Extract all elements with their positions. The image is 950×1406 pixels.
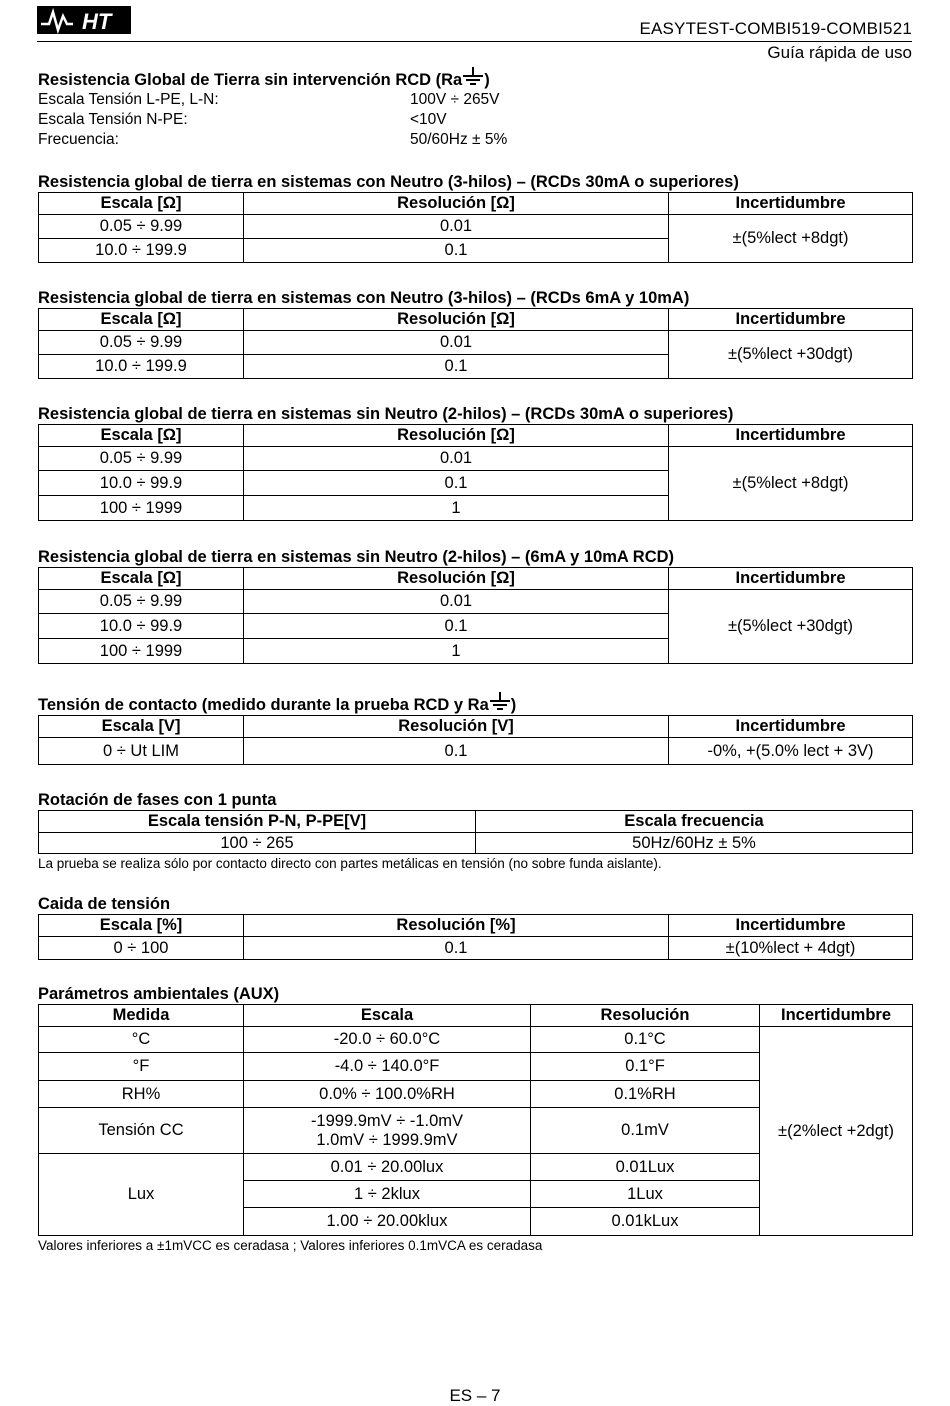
column-header: Escala tensión P-N, P-PE[V] bbox=[39, 811, 476, 833]
table-cell: 0.1 bbox=[244, 738, 669, 765]
table-cell: 1 bbox=[244, 639, 669, 664]
contact-voltage-section bbox=[38, 692, 913, 765]
column-header: Escala bbox=[244, 1005, 531, 1027]
table-cell: 0.1°F bbox=[531, 1053, 760, 1081]
phase-rotation-section bbox=[38, 790, 913, 872]
resistance-table-section bbox=[38, 172, 913, 263]
table-cell: 1.00 ÷ 20.00klux bbox=[244, 1208, 531, 1236]
table-cell: 0.1 bbox=[244, 471, 669, 496]
table-cell: °C bbox=[39, 1027, 244, 1053]
contact-voltage-table bbox=[38, 715, 913, 765]
resistance-table-section bbox=[38, 404, 913, 521]
ambient-parameters-table bbox=[38, 1004, 913, 1236]
table-cell: 0.01 bbox=[244, 590, 669, 614]
footnote: La prueba se realiza sólo por contacto directo con partes metálicas en tensión (no sobre funda aislante). bbox=[38, 856, 662, 871]
table-cell: -1999.9mV ÷ -1.0mV 1.0mV ÷ 1999.9mV bbox=[244, 1108, 531, 1154]
resistance-table-section bbox=[38, 547, 913, 664]
section-title: Resistencia global de tierra en sistemas sin Neutro (2-hilos) – (6mA y 10mA RCD) bbox=[38, 548, 675, 566]
table-cell: 100 ÷ 265 bbox=[39, 833, 476, 854]
column-header: Incertidumbre bbox=[669, 568, 913, 590]
table-cell: 100 ÷ 1999 bbox=[39, 639, 244, 664]
column-header: Resolución [Ω] bbox=[244, 568, 669, 590]
column-header: Resolución [Ω] bbox=[244, 309, 669, 331]
column-header: Escala [Ω] bbox=[39, 193, 244, 215]
spec-row: Escala Tensión L-PE, L-N: 100V ÷ 265V bbox=[38, 91, 500, 108]
table-cell: 0.1 bbox=[244, 239, 669, 263]
ambient-parameters-section bbox=[38, 984, 913, 1254]
table-cell: 100 ÷ 1999 bbox=[39, 496, 244, 521]
uncertainty-cell: ±(5%lect +8dgt) bbox=[669, 447, 913, 521]
spec-row: Frecuencia: 50/60Hz ± 5% bbox=[38, 131, 508, 148]
table-cell: 0.01kLux bbox=[531, 1208, 760, 1236]
table-cell: 10.0 ÷ 199.9 bbox=[39, 355, 244, 379]
column-header: Incertidumbre bbox=[669, 193, 913, 215]
document-subtitle: Guía rápida de uso bbox=[767, 43, 912, 62]
resistance-table bbox=[38, 308, 913, 379]
table-cell: -4.0 ÷ 140.0°F bbox=[244, 1053, 531, 1081]
table-cell: 0.1mV bbox=[531, 1108, 760, 1154]
spec-row: Escala Tensión N-PE: <10V bbox=[38, 111, 447, 128]
table-cell: 0.1%RH bbox=[531, 1081, 760, 1108]
table-cell: 0.01 bbox=[244, 331, 669, 355]
table-cell: 0 ÷ 100 bbox=[39, 937, 244, 960]
section-title: Rotación de fases con 1 punta bbox=[38, 791, 277, 809]
table-cell: 0.05 ÷ 9.99 bbox=[39, 590, 244, 614]
column-header: Resolución [%] bbox=[244, 915, 669, 937]
table-cell: 0.05 ÷ 9.99 bbox=[39, 215, 244, 239]
page-number: ES – 7 bbox=[449, 1386, 501, 1405]
table-cell: 0.1 bbox=[244, 355, 669, 379]
table-cell: 0.1°C bbox=[531, 1027, 760, 1053]
header-divider bbox=[37, 41, 912, 42]
logo-text: HT bbox=[82, 9, 112, 34]
section-title: Caida de tensión bbox=[38, 895, 171, 913]
column-header: Incertidumbre bbox=[669, 425, 913, 447]
table-cell: 0.01 ÷ 20.00lux bbox=[244, 1154, 531, 1181]
column-header: Resolución bbox=[531, 1005, 760, 1027]
global-resistance-section bbox=[38, 67, 913, 150]
table-cell: 1Lux bbox=[531, 1181, 760, 1208]
table-cell: 0.05 ÷ 9.99 bbox=[39, 331, 244, 355]
table-cell: 10.0 ÷ 99.9 bbox=[39, 614, 244, 639]
table-cell: 50Hz/60Hz ± 5% bbox=[476, 833, 913, 854]
voltage-drop-table bbox=[38, 914, 913, 960]
resistance-table bbox=[38, 567, 913, 664]
column-header: Incertidumbre bbox=[760, 1005, 913, 1027]
table-cell: 10.0 ÷ 199.9 bbox=[39, 239, 244, 263]
table-cell: 0.0% ÷ 100.0%RH bbox=[244, 1081, 531, 1108]
table-cell: 0.01 bbox=[244, 215, 669, 239]
section-title: Resistencia global de tierra en sistemas con Neutro (3-hilos) – (RCDs 6mA y 10mA) bbox=[38, 289, 690, 307]
section-title: Resistencia global de tierra en sistemas sin Neutro (2-hilos) – (RCDs 30mA o superiores) bbox=[38, 405, 734, 423]
table-cell: RH% bbox=[39, 1081, 244, 1108]
table-cell: Lux bbox=[39, 1154, 244, 1236]
table-cell: 0.01Lux bbox=[531, 1154, 760, 1181]
table-cell: 10.0 ÷ 99.9 bbox=[39, 471, 244, 496]
column-header: Resolución [Ω] bbox=[244, 425, 669, 447]
table-cell: ±(10%lect + 4dgt) bbox=[669, 937, 913, 960]
voltage-drop-section bbox=[38, 894, 913, 960]
column-header: Resolución [Ω] bbox=[244, 193, 669, 215]
table-cell: 1 ÷ 2klux bbox=[244, 1181, 531, 1208]
table-cell: 1 bbox=[244, 496, 669, 521]
table-cell: 0.05 ÷ 9.99 bbox=[39, 447, 244, 471]
uncertainty-cell: ±(5%lect +8dgt) bbox=[669, 215, 913, 263]
column-header: Resolución [V] bbox=[244, 716, 669, 738]
document-title: EASYTEST-COMBI519-COMBI521 bbox=[639, 19, 912, 38]
column-header: Incertidumbre bbox=[669, 915, 913, 937]
column-header: Escala [Ω] bbox=[39, 568, 244, 590]
table-cell: Tensión CC bbox=[39, 1108, 244, 1154]
table-cell: °F bbox=[39, 1053, 244, 1081]
table-cell: 0.1 bbox=[244, 937, 669, 960]
column-header: Escala [Ω] bbox=[39, 309, 244, 331]
footnote: Valores inferiores a ±1mVCC es ceradasa ; Valores inferiores 0.1mVCA es ceradasa bbox=[38, 1238, 543, 1253]
section-title: Parámetros ambientales (AUX) bbox=[38, 985, 280, 1003]
ground-icon bbox=[489, 692, 511, 714]
uncertainty-cell: ±(5%lect +30dgt) bbox=[669, 331, 913, 379]
ground-icon bbox=[462, 67, 484, 89]
table-cell: -20.0 ÷ 60.0°C bbox=[244, 1027, 531, 1053]
section-title: Resistencia Global de Tierra sin intervención RCD (Ra ) bbox=[38, 67, 913, 90]
table-cell: 0 ÷ Ut LIM bbox=[39, 738, 244, 765]
uncertainty-cell: ±(5%lect +30dgt) bbox=[669, 590, 913, 664]
resistance-table-section bbox=[38, 288, 913, 379]
section-title: Resistencia global de tierra en sistemas con Neutro (3-hilos) – (RCDs 30mA o superiores) bbox=[38, 173, 739, 191]
phase-rotation-table bbox=[38, 810, 913, 854]
column-header: Escala frecuencia bbox=[476, 811, 913, 833]
column-header: Incertidumbre bbox=[669, 309, 913, 331]
uncertainty-cell: ±(2%lect +2dgt) bbox=[760, 1027, 913, 1236]
column-header: Medida bbox=[39, 1005, 244, 1027]
table-cell: -0%, +(5.0% lect + 3V) bbox=[669, 738, 913, 765]
resistance-table bbox=[38, 192, 913, 263]
column-header: Escala [Ω] bbox=[39, 425, 244, 447]
resistance-table bbox=[38, 424, 913, 521]
column-header: Escala [V] bbox=[39, 716, 244, 738]
column-header: Incertidumbre bbox=[669, 716, 913, 738]
column-header: Escala [%] bbox=[39, 915, 244, 937]
section-title: Tensión de contacto (medido durante la prueba RCD y Ra ) bbox=[38, 692, 913, 715]
ht-logo bbox=[37, 4, 131, 36]
table-cell: 0.01 bbox=[244, 447, 669, 471]
table-cell: 0.1 bbox=[244, 614, 669, 639]
